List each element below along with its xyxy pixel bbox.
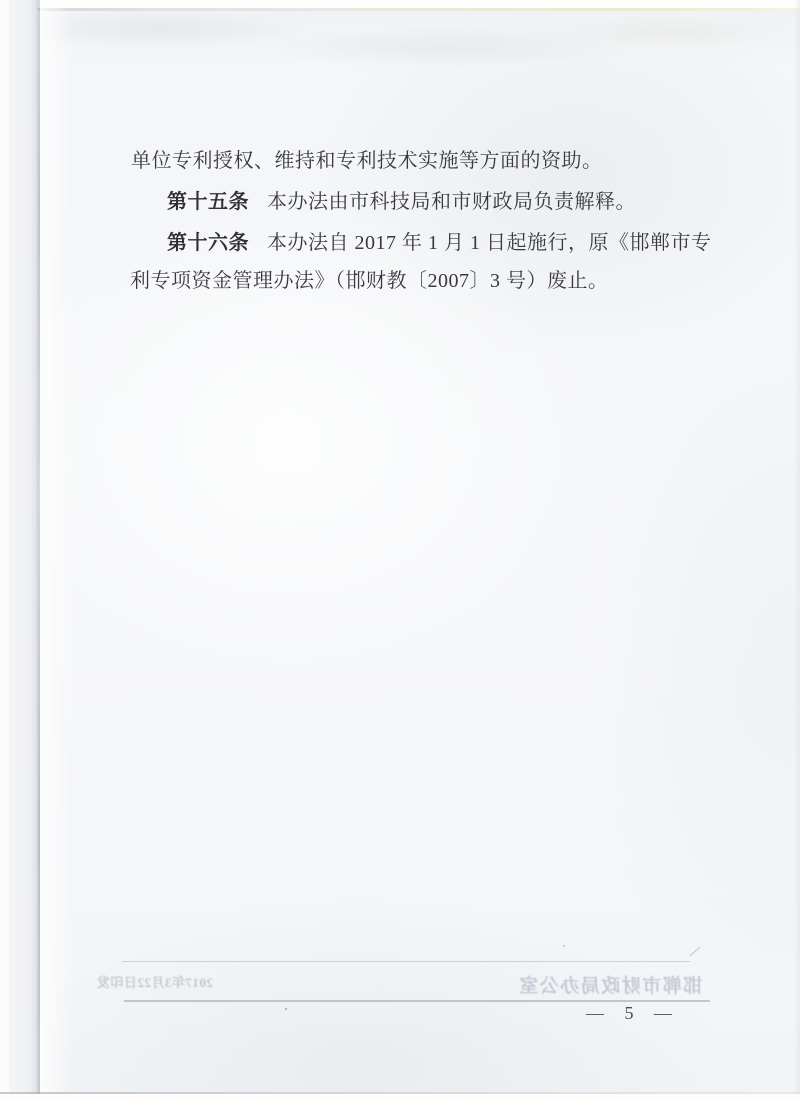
body-line-4-text: 利专项资金管理办法》（邯财教〔2007〕3 号）废止。 bbox=[130, 270, 609, 292]
article-16-text: 本办法自 2017 年 1 月 1 日起施行，原《邯郸市专 bbox=[267, 232, 712, 254]
article-15-text: 本办法由市科技局和市财政局负责解释。 bbox=[267, 191, 636, 213]
body-line-1-text: 单位专利授权、维持和专利技术实施等方面的资助。 bbox=[131, 150, 603, 172]
bleedthrough-issuer-text: 邯郸市财政局办公室 bbox=[517, 976, 703, 997]
bleedthrough-rule-bottom bbox=[124, 1000, 710, 1002]
body-line-continuation bbox=[131, 148, 603, 174]
page-number: — 5 — bbox=[586, 1003, 680, 1023]
scan-bottom-margin bbox=[0, 1094, 800, 1100]
body-line-article-16 bbox=[167, 230, 712, 256]
body-line-article-16-continuation bbox=[130, 268, 609, 294]
body-line-article-15 bbox=[167, 189, 636, 215]
paper-left-fold bbox=[9, 0, 38, 1100]
article-15-label: 第十五条 bbox=[167, 191, 249, 213]
paper-crease-highlight bbox=[40, 0, 74, 1100]
paper-top-shading bbox=[0, 11, 800, 71]
paper-right-edge-shade bbox=[794, 0, 800, 1100]
dust-speck bbox=[285, 1008, 287, 1010]
scan-top-margin bbox=[0, 0, 800, 8]
bleedthrough-date-text: 2017年3月22日印发 bbox=[96, 975, 213, 990]
article-16-label: 第十六条 bbox=[167, 232, 249, 254]
dust-speck bbox=[563, 945, 565, 947]
scan-left-margin bbox=[0, 0, 9, 1100]
bleedthrough-pen-tick bbox=[689, 946, 700, 956]
bleedthrough-rule-top bbox=[122, 961, 690, 962]
